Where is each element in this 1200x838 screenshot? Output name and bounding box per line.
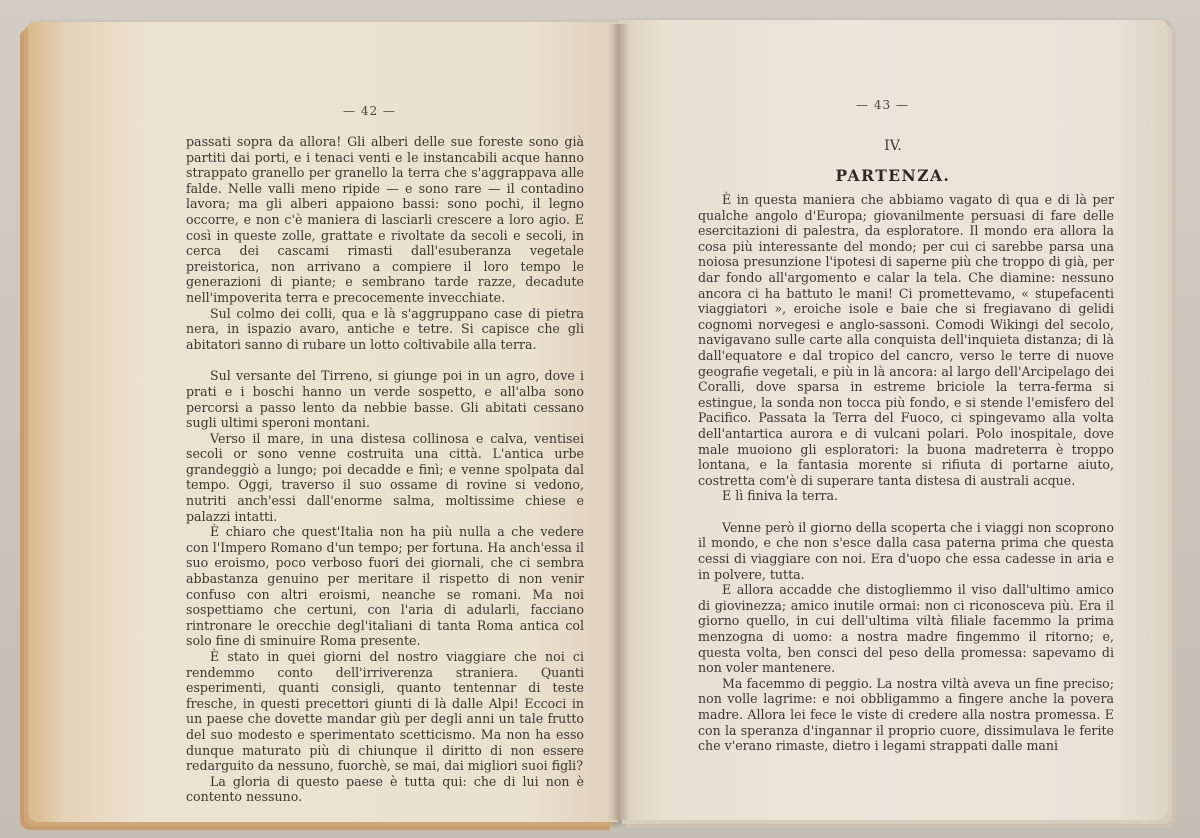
left-page bbox=[28, 22, 618, 822]
paragraph: Sul colmo dei colli, qua e là s'aggruppano case di pietra nera, in ispazio avaro, antiche e tetre. Si capisce che gli abitatori sanno di rubare un lotto coltivabile alla terra. bbox=[186, 305, 584, 352]
left-page-number: — 42 — bbox=[343, 104, 396, 118]
open-book bbox=[18, 18, 1183, 826]
paragraph: E allora accadde che distogliemmo il viso dall'ultimo amico di giovinezza; amico inutile ormai: non ci riconosceva più. Era il giorno quello, in cui dell'ultima viltà filiale facemmo la prima menzogna di uomo: a nostra madre fingemmo il ritorno; e, questa volta, ben consci del peso della promessa: sapevamo di non voler mantenere. bbox=[698, 582, 1114, 676]
left-page-text bbox=[186, 134, 584, 805]
right-page-number: — 43 — bbox=[856, 98, 909, 112]
chapter-number: IV. bbox=[884, 138, 902, 154]
paragraph: Ma facemmo di peggio. La nostra viltà aveva un fine preciso; non volle lagrime: e noi obbligammo a fingere anche la povera madre. Allora lei fece le viste di credere alla nostra promessa. E con la speranza d'ingannar il proprio cuore, dissimulava le ferite che v'erano rimaste, dietro i legami strappati dalle mani bbox=[698, 675, 1114, 754]
right-page-text bbox=[698, 192, 1114, 754]
paragraph: Sul versante del Tirreno, si giunge poi in un agro, dove i prati e i boschi hanno un verde sospetto, e all'alba sono percorsi a passo lento da nebbie basse. Gli abitati cessano sugli ultimi speroni montani. bbox=[186, 368, 584, 431]
paragraph: È in questa maniera che abbiamo vagato di qua e di là per qualche angolo d'Europa; giovanilmente persuasi di fare delle esercitazioni di palestra, da esploratore. Il mondo era allora la cosa più interessante del mondo; per cui ci sarebbe parsa una noiosa presunzione l'ipotesi di saperne più che troppo di già, per dar fondo all'argomento e calar la tela. Che diamine: nessuno ancora ci ha battuto le mani! Ci promettevamo, « stupefacenti viaggiatori », eroiche isole e baie che si fregiavano di gelidi cognomi norvegesi e anglo-sassoni. Comodi Wikingi del secolo, navigavano sulle carte alla conquista dell'inquieta distanza; di là dall'equatore e dal tropico del cancro, verso le terre di nuove geografie vegetali, e più in là ancora: al largo dell'Arcipelago dei Coralli, dove sparsa in estreme briciole la terra-ferma si estingue, la sonda non tocca più fondo, e si stende l'emisfero del Pacifico. Passata la Terra del Fuoco, ci spingevamo alla volta dell'antartica aurora e di vulcani polari. Polo inospitale, dove male muoiono gli esploratori: la buona madreterra è troppo lontana, e la fantasia morente si rifiuta di portarne aiuto, costretta com'è di superare tanta distesa di australi acque. bbox=[698, 192, 1114, 488]
paragraph: Verso il mare, in una distesa collinosa e calva, ventisei secoli or sono venne costruita una città. L'antica urbe grandeggiò a lungo; poi decadde e finì; e venne spolpata dal tempo. Oggi, traverso il suo ossame di rovine si vedono, nutriti anch'essi dall'enorme salma, moltissime chiese e palazzi intatti. bbox=[186, 430, 584, 524]
paragraph: Venne però il giorno della scoperta che i viaggi non scoprono il mondo, e che non s'esce dalla casa paterna prima che questa cessi di viaggiare con noi. Era d'uopo che essa cadesse in aria e in polvere, tutta. bbox=[698, 519, 1114, 582]
paragraph: La gloria di questo paese è tutta qui: che di lui non è contento nessuno. bbox=[186, 773, 584, 805]
right-page bbox=[618, 20, 1168, 820]
chapter-title: PARTENZA. bbox=[835, 166, 951, 185]
paragraph: E lì finiva la terra. bbox=[722, 488, 839, 504]
paragraph: passati sopra da allora! Gli alberi delle sue foreste sono già partiti dai porti, e i tenaci venti e le instancabili acque hanno strappato granello per granello la terra che s'aggrappava alle falde. Nelle valli meno ripide — e sono rare — il contadino lavora; ma gli alberi appaiono bassi: sono pochi, il legno occorre, e non c'è maniera di lasciarli crescere a loro agio. E così in queste zolle, grattate e rivoltate da secoli e secoli, in cerca dei cascami rimasti dall'esuberanza vegetale preistorica, non arrivano a compiere il loro tempo le generazioni di piante; e sembrano tarde razze, decadute nell'impoverita terra e precocemente invecchiate. bbox=[186, 134, 584, 305]
paragraph: È stato in quei giorni del nostro viaggiare che noi ci rendemmo conto dell'irriverenza straniera. Quanti esperimenti, quanti consigli, quanto tentennar di teste fresche, in questi precettori giunti di là dalle Alpi! Eccoci in un paese che dovette mandar giù per degli anni un tale frutto del suo modesto e sperimentato scetticismo. Ma non ha esso dunque maturato più di chiunque il diritto di non essere redarguito da nessuno, fuorchè, se mai, dai migliori suoi figli? bbox=[186, 649, 584, 774]
paragraph: È chiaro che quest'Italia non ha più nulla a che vedere con l'Impero Romano d'un tempo; per fortuna. Ha anch'essa il suo eroismo, poco verboso fuori dei giornali, che ci sembra abbastanza genuino per meritare il rispetto di non venir confuso con altri eroismi, neanche se romani. Ma noi sospettiamo che certuni, con l'aria di adularli, facciano rintronare le orecchie degl'italiani di tanta Roma antica col solo fine di sminuire Roma presente. bbox=[186, 524, 584, 649]
